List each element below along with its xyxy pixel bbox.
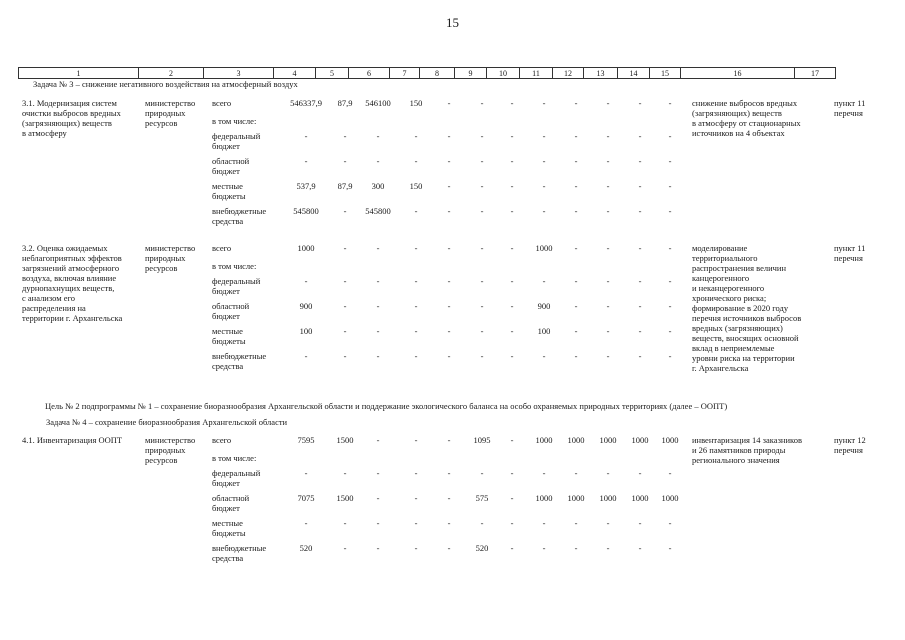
column-number-2: 2 xyxy=(139,68,204,79)
measure-name: в атмосферу xyxy=(22,128,67,138)
funding-value: - xyxy=(376,543,380,553)
funding-value: - xyxy=(480,351,484,361)
funding-source-label: бюджеты xyxy=(212,528,246,538)
funding-value: 1000 xyxy=(535,243,553,253)
executor-name: ресурсов xyxy=(145,118,178,128)
measure-name: неблагоприятных эффектов xyxy=(22,253,122,263)
executor-name: министерство xyxy=(145,98,196,108)
funding-source-label: местные xyxy=(212,181,243,191)
measure-name: территории г. Архангельска xyxy=(22,313,123,323)
funding-value: - xyxy=(668,301,672,311)
funding-value: - xyxy=(668,156,672,166)
funding-source-label: средства xyxy=(212,216,244,226)
funding-value: - xyxy=(343,326,347,336)
funding-value: 1000 xyxy=(567,493,585,503)
funding-value: - xyxy=(574,243,578,253)
funding-value: - xyxy=(414,301,418,311)
executor-name: природных xyxy=(145,253,186,263)
expected-result: регионального значения xyxy=(692,455,780,465)
column-number-17: 17 xyxy=(795,68,836,79)
funding-value: - xyxy=(480,181,484,191)
funding-value: 1500 xyxy=(336,493,354,503)
column-number-11: 11 xyxy=(520,68,553,79)
funding-value: 545800 xyxy=(293,206,319,216)
funding-source-label: бюджет xyxy=(212,166,240,176)
funding-value: - xyxy=(574,156,578,166)
funding-value: - xyxy=(447,131,451,141)
funding-value: - xyxy=(668,243,672,253)
expected-result: источников на 4 объектах xyxy=(692,128,785,138)
expected-result: канцерогенного xyxy=(692,273,750,283)
funding-value: - xyxy=(376,326,380,336)
funding-source-label: бюджет xyxy=(212,286,240,296)
funding-value: 87,9 xyxy=(337,98,353,108)
funding-value: 100 xyxy=(537,326,551,336)
funding-value: - xyxy=(574,518,578,528)
funding-source-label: внебюджетные xyxy=(212,206,267,216)
funding-value: - xyxy=(376,243,380,253)
funding-value: 1000 xyxy=(599,435,617,445)
expected-result: веществ, вносящих основной xyxy=(692,333,799,343)
funding-value: 575 xyxy=(475,493,489,503)
funding-value: - xyxy=(414,206,418,216)
list-reference: пункт 11 xyxy=(834,98,866,108)
funding-value: - xyxy=(606,98,610,108)
funding-value: 520 xyxy=(299,543,313,553)
funding-value: - xyxy=(414,156,418,166)
list-reference: пункт 11 xyxy=(834,243,866,253)
measure-name: (загрязняющих) веществ xyxy=(22,118,112,128)
column-number-15: 15 xyxy=(650,68,681,79)
measure-name: загрязнений атмосферного xyxy=(22,263,120,273)
funding-value: - xyxy=(304,351,308,361)
funding-value: - xyxy=(638,326,642,336)
funding-value: - xyxy=(606,518,610,528)
funding-value: - xyxy=(343,468,347,478)
funding-value: - xyxy=(447,468,451,478)
funding-value: - xyxy=(638,543,642,553)
funding-value: - xyxy=(447,276,451,286)
expected-result: г. Архангельска xyxy=(692,363,749,373)
expected-result: формирование в 2020 году xyxy=(692,303,789,313)
funding-source-label: всего xyxy=(212,243,232,253)
list-reference: перечня xyxy=(834,445,863,455)
column-number-4: 4 xyxy=(274,68,316,79)
funding-value: - xyxy=(376,435,380,445)
expected-result: (загрязняющих) веществ xyxy=(692,108,782,118)
funding-value: - xyxy=(638,98,642,108)
funding-value: - xyxy=(668,98,672,108)
funding-value: - xyxy=(638,243,642,253)
funding-value: - xyxy=(480,243,484,253)
funding-value: - xyxy=(668,518,672,528)
funding-value: 1000 xyxy=(631,435,649,445)
funding-value: 1500 xyxy=(336,435,354,445)
funding-value: - xyxy=(510,243,514,253)
funding-value: 537,9 xyxy=(296,181,316,191)
funding-source-label: средства xyxy=(212,553,244,563)
funding-value: - xyxy=(447,181,451,191)
executor-name: ресурсов xyxy=(145,263,178,273)
funding-value: - xyxy=(304,468,308,478)
funding-value: - xyxy=(304,276,308,286)
funding-value: - xyxy=(542,518,546,528)
funding-source-label: областной xyxy=(212,493,250,503)
funding-value: - xyxy=(668,206,672,216)
funding-value: - xyxy=(480,468,484,478)
funding-value: - xyxy=(638,206,642,216)
funding-value: - xyxy=(343,156,347,166)
funding-source-label: местные xyxy=(212,326,243,336)
funding-source-label: бюджеты xyxy=(212,336,246,346)
funding-value: - xyxy=(510,276,514,286)
funding-value: 150 xyxy=(409,181,423,191)
funding-source-label: федеральный xyxy=(212,276,261,286)
funding-value: - xyxy=(606,243,610,253)
funding-value: - xyxy=(376,301,380,311)
funding-value: - xyxy=(574,206,578,216)
funding-source-label: в том числе: xyxy=(212,261,257,271)
funding-value: - xyxy=(510,493,514,503)
funding-value: - xyxy=(606,206,610,216)
funding-value: - xyxy=(447,493,451,503)
funding-value: - xyxy=(376,276,380,286)
funding-value: - xyxy=(480,156,484,166)
funding-value: - xyxy=(304,156,308,166)
funding-source-label: бюджеты xyxy=(212,191,246,201)
funding-value: 520 xyxy=(475,543,489,553)
funding-value: 7595 xyxy=(297,435,315,445)
funding-value: - xyxy=(668,276,672,286)
task-heading: Задача № 4 – сохранение биоразнообразия Архангельской области xyxy=(46,417,288,427)
column-number-6: 6 xyxy=(349,68,390,79)
column-number-13: 13 xyxy=(584,68,618,79)
funding-value: - xyxy=(638,276,642,286)
funding-value: 1000 xyxy=(599,493,617,503)
funding-value: - xyxy=(574,351,578,361)
column-number-header xyxy=(18,67,836,79)
funding-value: - xyxy=(510,468,514,478)
funding-source-label: средства xyxy=(212,361,244,371)
funding-value: - xyxy=(480,518,484,528)
funding-value: - xyxy=(606,468,610,478)
funding-value: 87,9 xyxy=(337,181,353,191)
funding-value: - xyxy=(606,301,610,311)
measure-name: с анализом его xyxy=(22,293,76,303)
expected-result: инвентаризация 14 заказников xyxy=(692,435,802,445)
funding-value: - xyxy=(480,98,484,108)
funding-value: - xyxy=(574,468,578,478)
executor-name: природных xyxy=(145,108,186,118)
funding-value: - xyxy=(376,493,380,503)
measure-name: 4.1. Инвентаризация ООПТ xyxy=(22,435,123,445)
funding-value: - xyxy=(510,543,514,553)
funding-value: - xyxy=(414,351,418,361)
executor-name: министерство xyxy=(145,435,196,445)
funding-value: - xyxy=(304,131,308,141)
funding-value: - xyxy=(606,326,610,336)
funding-value: 1000 xyxy=(297,243,315,253)
column-number-14: 14 xyxy=(618,68,650,79)
column-number-9: 9 xyxy=(455,68,487,79)
funding-value: - xyxy=(542,543,546,553)
measure-name: дурнопахнущих веществ, xyxy=(22,283,115,293)
measure-name: 3.1. Модернизация систем xyxy=(22,98,117,108)
funding-source-label: в том числе: xyxy=(212,116,257,126)
column-number-5: 5 xyxy=(316,68,349,79)
funding-value: - xyxy=(542,351,546,361)
funding-value: - xyxy=(343,518,347,528)
funding-value: - xyxy=(414,435,418,445)
funding-value: - xyxy=(668,326,672,336)
expected-result: перечня источников выбросов xyxy=(692,313,802,323)
funding-value: - xyxy=(510,131,514,141)
funding-value: - xyxy=(638,181,642,191)
funding-value: - xyxy=(542,98,546,108)
expected-result: в атмосферу от стационарных xyxy=(692,118,801,128)
funding-value: - xyxy=(376,468,380,478)
funding-value: 546337,9 xyxy=(290,98,322,108)
funding-value: 100 xyxy=(299,326,313,336)
task-heading: Задача № 3 – снижение негативного воздействия на атмосферный воздух xyxy=(33,79,298,89)
funding-value: 300 xyxy=(371,181,385,191)
expected-result: и 26 памятников природы xyxy=(692,445,786,455)
funding-value: - xyxy=(447,206,451,216)
funding-source-label: всего xyxy=(212,435,232,445)
funding-value: - xyxy=(414,543,418,553)
funding-value: - xyxy=(343,543,347,553)
list-reference: пункт 12 xyxy=(834,435,866,445)
page-number: 15 xyxy=(446,15,459,30)
expected-result: моделирование xyxy=(692,243,748,253)
funding-value: 1000 xyxy=(661,493,679,503)
funding-source-label: бюджет xyxy=(212,503,240,513)
funding-value: - xyxy=(606,351,610,361)
funding-value: 1000 xyxy=(535,435,553,445)
list-reference: перечня xyxy=(834,253,863,263)
funding-value: - xyxy=(447,518,451,528)
funding-value: - xyxy=(376,131,380,141)
funding-value: 1000 xyxy=(631,493,649,503)
funding-value: - xyxy=(574,326,578,336)
funding-value: - xyxy=(574,131,578,141)
expected-result: уровни риска на территории xyxy=(692,353,795,363)
measure-name: очистки выбросов вредных xyxy=(22,108,121,118)
funding-value: - xyxy=(510,156,514,166)
funding-source-label: областной xyxy=(212,301,250,311)
funding-value: - xyxy=(447,435,451,445)
funding-source-label: бюджет xyxy=(212,141,240,151)
column-number-8: 8 xyxy=(420,68,455,79)
funding-value: - xyxy=(638,468,642,478)
funding-value: - xyxy=(574,543,578,553)
expected-result: распространения величин xyxy=(692,263,787,273)
funding-value: - xyxy=(606,181,610,191)
funding-source-label: в том числе: xyxy=(212,453,257,463)
funding-value: - xyxy=(606,131,610,141)
funding-value: - xyxy=(480,206,484,216)
funding-source-label: внебюджетные xyxy=(212,351,267,361)
funding-value: - xyxy=(668,131,672,141)
funding-value: - xyxy=(638,156,642,166)
funding-value: - xyxy=(510,326,514,336)
measure-name: воздуха, включая влияние xyxy=(22,273,117,283)
funding-value: - xyxy=(606,543,610,553)
funding-value: 1000 xyxy=(535,493,553,503)
funding-value: - xyxy=(668,543,672,553)
expected-result: вредных (загрязняющих) xyxy=(692,323,783,333)
expected-result: вклад в неприемлемые xyxy=(692,343,775,353)
funding-value: - xyxy=(480,301,484,311)
funding-source-label: бюджет xyxy=(212,478,240,488)
funding-source-label: бюджет xyxy=(212,311,240,321)
column-number-16: 16 xyxy=(681,68,795,79)
funding-value: - xyxy=(638,518,642,528)
funding-value: - xyxy=(414,276,418,286)
funding-value: - xyxy=(376,518,380,528)
funding-value: 150 xyxy=(409,98,423,108)
funding-value: - xyxy=(447,326,451,336)
funding-value: - xyxy=(343,243,347,253)
executor-name: министерство xyxy=(145,243,196,253)
funding-value: 1000 xyxy=(567,435,585,445)
funding-value: - xyxy=(606,276,610,286)
funding-value: - xyxy=(304,518,308,528)
funding-value: 1000 xyxy=(661,435,679,445)
funding-source-label: местные xyxy=(212,518,243,528)
funding-value: - xyxy=(510,518,514,528)
expected-result: снижение выбросов вредных xyxy=(692,98,798,108)
funding-source-label: всего xyxy=(212,98,232,108)
funding-value: - xyxy=(376,156,380,166)
funding-value: - xyxy=(574,301,578,311)
measure-name: распределения на xyxy=(22,303,86,313)
funding-value: - xyxy=(343,206,347,216)
funding-value: - xyxy=(414,131,418,141)
column-number-12: 12 xyxy=(553,68,584,79)
funding-value: - xyxy=(414,493,418,503)
funding-value: 900 xyxy=(299,301,313,311)
funding-value: - xyxy=(414,243,418,253)
funding-value: - xyxy=(343,301,347,311)
funding-value: - xyxy=(510,98,514,108)
goal-heading: Цель № 2 подпрограммы № 1 – сохранение биоразнообразия Архангельской области и поддержание экологического баланса на особо охраняемых природных территориях (далее – ООПТ) xyxy=(45,401,728,411)
funding-source-label: внебюджетные xyxy=(212,543,267,553)
funding-value: - xyxy=(606,156,610,166)
funding-value: - xyxy=(414,468,418,478)
funding-value: - xyxy=(376,351,380,361)
executor-name: природных xyxy=(145,445,186,455)
funding-value: - xyxy=(638,301,642,311)
funding-value: - xyxy=(447,243,451,253)
funding-value: - xyxy=(542,131,546,141)
funding-value: 7075 xyxy=(297,493,315,503)
funding-value: - xyxy=(638,351,642,361)
funding-value: - xyxy=(510,206,514,216)
funding-value: - xyxy=(574,181,578,191)
column-number-10: 10 xyxy=(487,68,520,79)
expected-result: хронического риска; xyxy=(692,293,767,303)
funding-value: - xyxy=(510,301,514,311)
column-number-3: 3 xyxy=(204,68,274,79)
funding-value: 545800 xyxy=(365,206,391,216)
funding-source-label: областной xyxy=(212,156,250,166)
funding-value: - xyxy=(447,543,451,553)
funding-value: 900 xyxy=(537,301,551,311)
funding-value: - xyxy=(343,131,347,141)
funding-value: - xyxy=(343,351,347,361)
funding-value: 1095 xyxy=(473,435,491,445)
funding-value: - xyxy=(668,181,672,191)
executor-name: ресурсов xyxy=(145,455,178,465)
funding-value: - xyxy=(510,181,514,191)
funding-value: - xyxy=(480,276,484,286)
funding-value: - xyxy=(447,301,451,311)
column-number-1: 1 xyxy=(19,68,139,79)
measure-name: 3.2. Оценка ожидаемых xyxy=(22,243,108,253)
funding-source-label: федеральный xyxy=(212,131,261,141)
funding-value: 546100 xyxy=(365,98,391,108)
funding-value: - xyxy=(668,351,672,361)
funding-value: - xyxy=(447,351,451,361)
column-number-7: 7 xyxy=(390,68,420,79)
funding-value: - xyxy=(414,518,418,528)
funding-value: - xyxy=(542,468,546,478)
funding-value: - xyxy=(668,468,672,478)
expected-result: и неканцерогенного xyxy=(692,283,765,293)
funding-source-label: федеральный xyxy=(212,468,261,478)
list-reference: перечня xyxy=(834,108,863,118)
funding-value: - xyxy=(480,326,484,336)
funding-value: - xyxy=(480,131,484,141)
funding-value: - xyxy=(542,156,546,166)
funding-value: - xyxy=(574,98,578,108)
funding-value: - xyxy=(574,276,578,286)
funding-value: - xyxy=(510,435,514,445)
funding-value: - xyxy=(542,206,546,216)
funding-value: - xyxy=(414,326,418,336)
funding-value: - xyxy=(510,351,514,361)
funding-value: - xyxy=(447,98,451,108)
funding-value: - xyxy=(638,131,642,141)
funding-value: - xyxy=(542,181,546,191)
funding-value: - xyxy=(343,276,347,286)
expected-result: территориального xyxy=(692,253,758,263)
funding-value: - xyxy=(447,156,451,166)
funding-value: - xyxy=(542,276,546,286)
